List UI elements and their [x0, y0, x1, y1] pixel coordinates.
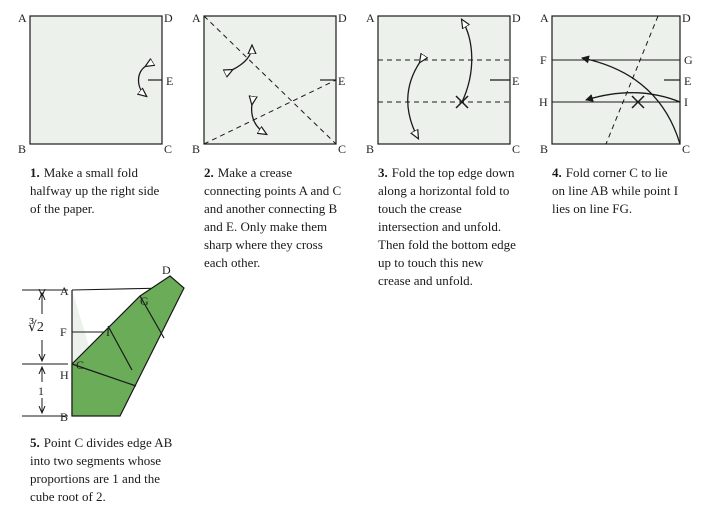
paper-square: [30, 16, 162, 144]
panel-step-1: [18, 11, 173, 156]
label-c: C: [338, 142, 347, 156]
step-number: 2.: [204, 165, 214, 180]
label-f: F: [540, 53, 547, 67]
label-e: E: [338, 74, 346, 88]
label-b: B: [540, 142, 549, 156]
step-text: Make a small fold halfway up the right side of the paper.: [30, 165, 160, 216]
caption-step-2: [204, 164, 344, 272]
label-b: B: [60, 410, 69, 424]
label-f: F: [60, 325, 67, 339]
label-e: E: [684, 74, 692, 88]
step-number: 1.: [30, 165, 40, 180]
label-a: A: [60, 284, 69, 298]
label-d: D: [164, 11, 173, 25]
label-h: H: [60, 368, 69, 382]
step-number: 4.: [552, 165, 562, 180]
panel-step-5: [22, 263, 184, 424]
label-i: I: [684, 95, 688, 109]
caption-step-4: [552, 164, 682, 218]
label-d: D: [338, 11, 347, 25]
panel-step-4: [539, 11, 693, 156]
label-g: G: [684, 53, 693, 67]
step-number: 3.: [378, 165, 388, 180]
step-number: 5.: [30, 435, 40, 450]
label-d: D: [162, 263, 171, 277]
dim-cube-root-2: ∛2: [28, 320, 44, 335]
panel-step-2: [192, 11, 347, 156]
label-b: B: [18, 142, 27, 156]
label-g: G: [140, 294, 149, 308]
label-c: C: [164, 142, 173, 156]
paper-square: [552, 16, 680, 144]
label-a: A: [192, 11, 201, 25]
label-e: E: [166, 74, 174, 88]
caption-step-5: [30, 434, 180, 506]
step-text: Point C divides edge AB into two segments whose proportions are 1 and the cube root of 2.: [30, 435, 173, 504]
label-a: A: [18, 11, 27, 25]
step-text: Fold the top edge down along a horizontal fold to touch the crease intersection and unfold. Then fold the bottom edge up to touch this new crease and unfold.: [378, 165, 516, 288]
label-b: B: [192, 142, 201, 156]
step-text: Fold corner C to lie on line AB while point I lies on line FG.: [552, 165, 679, 216]
label-b: B: [366, 142, 375, 156]
step-text: Make a crease connecting points A and C and another connecting B and E. Only make them sharp where they cross each other.: [204, 165, 342, 270]
label-c: C: [682, 142, 691, 156]
label-h: H: [539, 95, 548, 109]
caption-step-3: [378, 164, 518, 290]
label-i: I: [106, 325, 110, 339]
label-c: C: [512, 142, 521, 156]
dim-one: 1: [38, 384, 44, 398]
label-e: E: [512, 74, 520, 88]
label-a: A: [366, 11, 375, 25]
label-d: D: [682, 11, 691, 25]
label-c: C: [76, 358, 85, 372]
label-a: A: [540, 11, 549, 25]
caption-step-1: [30, 164, 170, 218]
panel-step-3: [366, 11, 521, 156]
label-d: D: [512, 11, 521, 25]
